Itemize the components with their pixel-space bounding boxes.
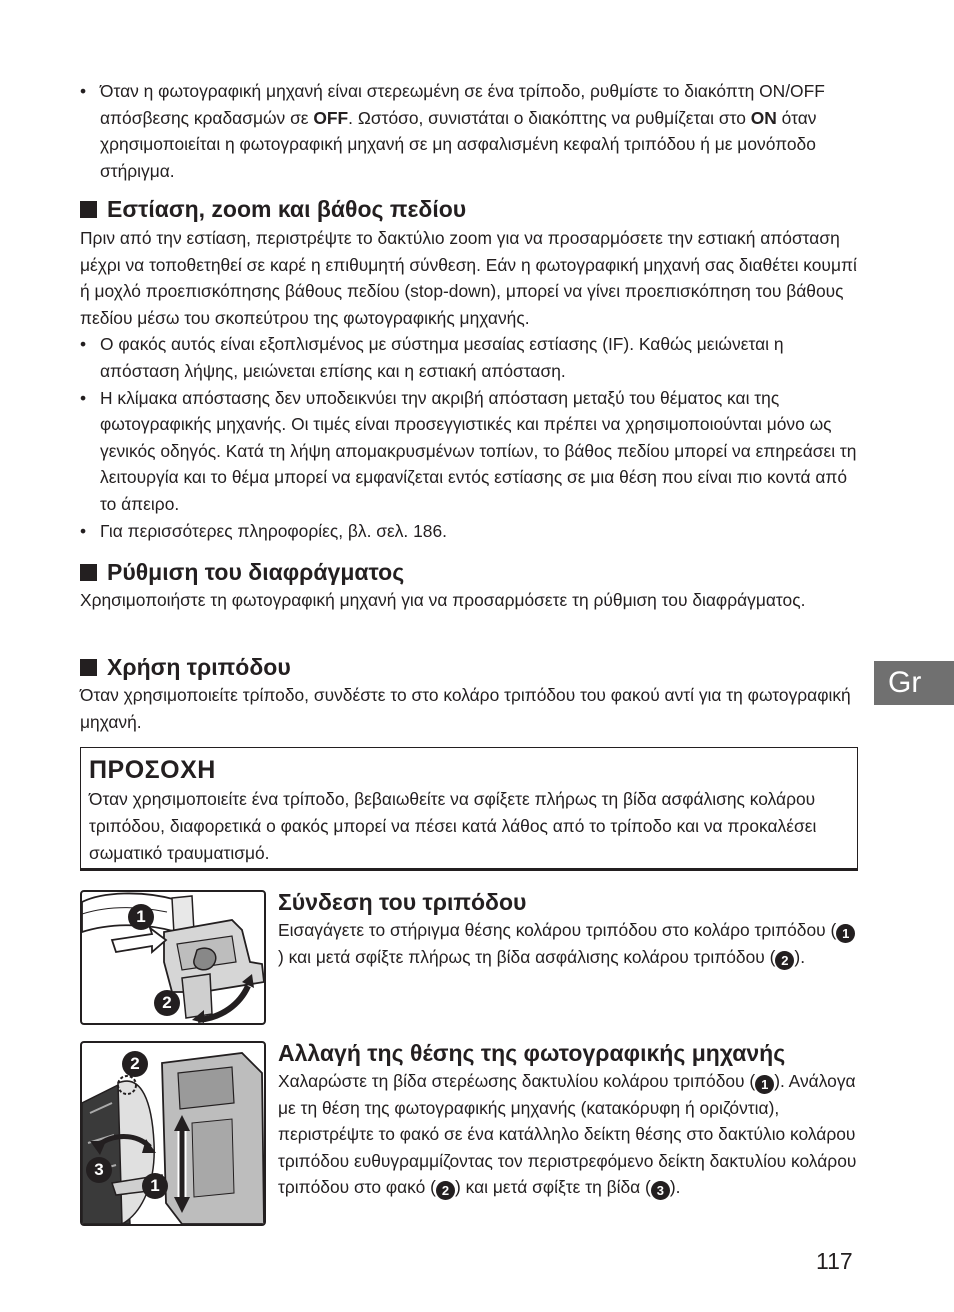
section-heading: Χρήση τριπόδου <box>80 652 860 682</box>
page-number: 117 <box>816 1248 853 1274</box>
camera-orientation-text <box>278 1038 858 1201</box>
focus-bullet-list <box>80 331 860 544</box>
section-focus <box>80 194 860 544</box>
section-heading: Ρύθμιση του διαφράγματος <box>80 557 860 587</box>
section-tripod <box>80 652 860 735</box>
camera-orientation-illustration <box>80 1041 266 1226</box>
caution-title: ΠΡΟΣΟΧΗ <box>89 756 216 784</box>
attach-tripod-heading: Σύνδεση του τριπόδου <box>278 889 527 915</box>
step-marker-2: 2 <box>775 951 794 970</box>
step-marker-1: 1 <box>755 1075 774 1094</box>
attach-tripod-body: Εισαγάγετε το στήριγμα θέσης κολάρου τριπόδου στο κολάρο τριπόδου ( 1) και μετά σφίξτε πλήρως τη βίδα ασφάλισης κολάρου τριπόδου ( 2 ). <box>278 917 858 970</box>
section-body: Όταν χρησιμοποιείτε τρίποδο, συνδέστε το στο κολάρο τριπόδου του φακού αντί για τη φωτογραφική μηχανή. <box>80 685 851 732</box>
section-aperture <box>80 557 860 614</box>
step-marker-3: 3 <box>86 1157 112 1183</box>
camera-orientation-body: Χαλαρώστε τη βίδα στερέωσης δακτυλίου κολάρου τριπόδου ( 1 ). Ανάλογα με τη θέση της φωτογραφικής μηχανής (κατακόρυφη ή οριζόντια), περιστρέψτε το φακό σε ένα κατάλληλο δείκτη θέσης στο δακτύλιο κολάρου τριπόδου ευθυγραμμίζοντας τον περιστρεφόμενο δείκτη δακτυλίου κολάρου τριπόδου στο φακό ( 2 ) και μετά σφίξτε τη βίδα ( 3 ). <box>278 1071 857 1199</box>
intro-bullet: • Όταν η φωτογραφική μηχανή είναι στερεωμένη σε ένα τρίποδο, ρυθμίστε το διακόπτη ON/OFF απόσβεσης κραδασμών σε OFF. Ωστόσο, συνιστάται ο διακόπτης να ρυθμίζεται στο ON όταν χρησιμοποιείται η φωτογραφική μηχανή σε μη ασφαλισμένη κεφαλή τριπόδου ή με μονόποδο στήριγμα. <box>80 81 825 181</box>
step-marker-1: 1 <box>836 924 855 943</box>
square-bullet-icon <box>80 659 97 676</box>
step-marker-1: 1 <box>142 1173 168 1199</box>
section-body: Πριν από την εστίαση, περιστρέψτε το δακτύλιο zoom για να προσαρμόσετε την εστιακή απόσταση μέχρι να τοποθετηθεί σε καρέ η επιθυμητή σύνθεση. Εάν η φωτογραφική μηχανή σας διαθέτει κουμπί ή μοχλό προεπισκόπησης βάθους πεδίου (stop-down), μπορεί να γίνει προεπισκόπηση του βάθους πεδίου μέσω του σκοπεύτρου της φωτογραφικής μηχανής. <box>80 228 857 328</box>
step-marker-2: 2 <box>122 1051 148 1077</box>
focus-bullet: • Για περισσότερες πληροφορίες, βλ. σελ. 186. <box>80 520 447 541</box>
attach-tripod-text <box>278 887 858 970</box>
focus-bullet: • Η κλίμακα απόστασης δεν υποδεικνύει την ακριβή απόσταση μεταξύ του θέματος και της φωτογραφικής μηχανής. Οι τιμές είναι προσεγγιστικές και πρέπει να χρησιμοποιούνται μόνο ως γενικός οδηγός. Κατά τη λήψη απομακρυσμένων τοπίων, το βάθος πεδίου μπορεί να επηρεάσει τη λειτουργία και το θέμα μπορεί να εμφανίζεται εντός εστίασης σε μια θέση που είναι πιο κοντά από το άπειρο. <box>80 387 857 514</box>
on-keyword: ON <box>750 107 777 128</box>
step-marker-3: 3 <box>651 1181 670 1200</box>
section-body: Χρησιμοποιήστε τη φωτογραφική μηχανή για να προσαρμόσετε τη ρύθμιση του διαφράγματος. <box>80 590 806 610</box>
section-heading: Εστίαση, zoom και βάθος πεδίου <box>80 194 860 224</box>
tripod-attach-illustration <box>80 890 266 1025</box>
camera-orientation-drawing <box>82 1043 264 1224</box>
step-marker-2: 2 <box>436 1181 455 1200</box>
intro-bullet-list <box>80 78 860 184</box>
square-bullet-icon <box>80 201 97 218</box>
language-tab: Gr <box>874 661 954 705</box>
step-marker-1: 1 <box>128 904 154 930</box>
off-keyword: OFF <box>313 107 349 128</box>
square-bullet-icon <box>80 564 97 581</box>
caution-box <box>80 747 858 871</box>
focus-bullet: • Ο φακός αυτός είναι εξοπλισμένος με σύστημα μεσαίας εστίασης (IF). Καθώς μειώνεται η απόσταση λήψης, μειώνεται επίσης και η εστιακή απόσταση. <box>80 334 784 381</box>
step-marker-2: 2 <box>154 990 180 1016</box>
camera-orientation-heading: Αλλαγή της θέσης της φωτογραφικής μηχανής <box>278 1040 786 1066</box>
caution-text: Όταν χρησιμοποιείτε ένα τρίποδο, βεβαιωθείτε να σφίξετε πλήρως τη βίδα ασφάλισης κολάρου τριπόδου, διαφορετικά ο φακός μπορεί να πέσει κατά λάθος από το τρίποδο και να προκαλέσει σωματικό τραυματισμό. <box>89 789 817 863</box>
